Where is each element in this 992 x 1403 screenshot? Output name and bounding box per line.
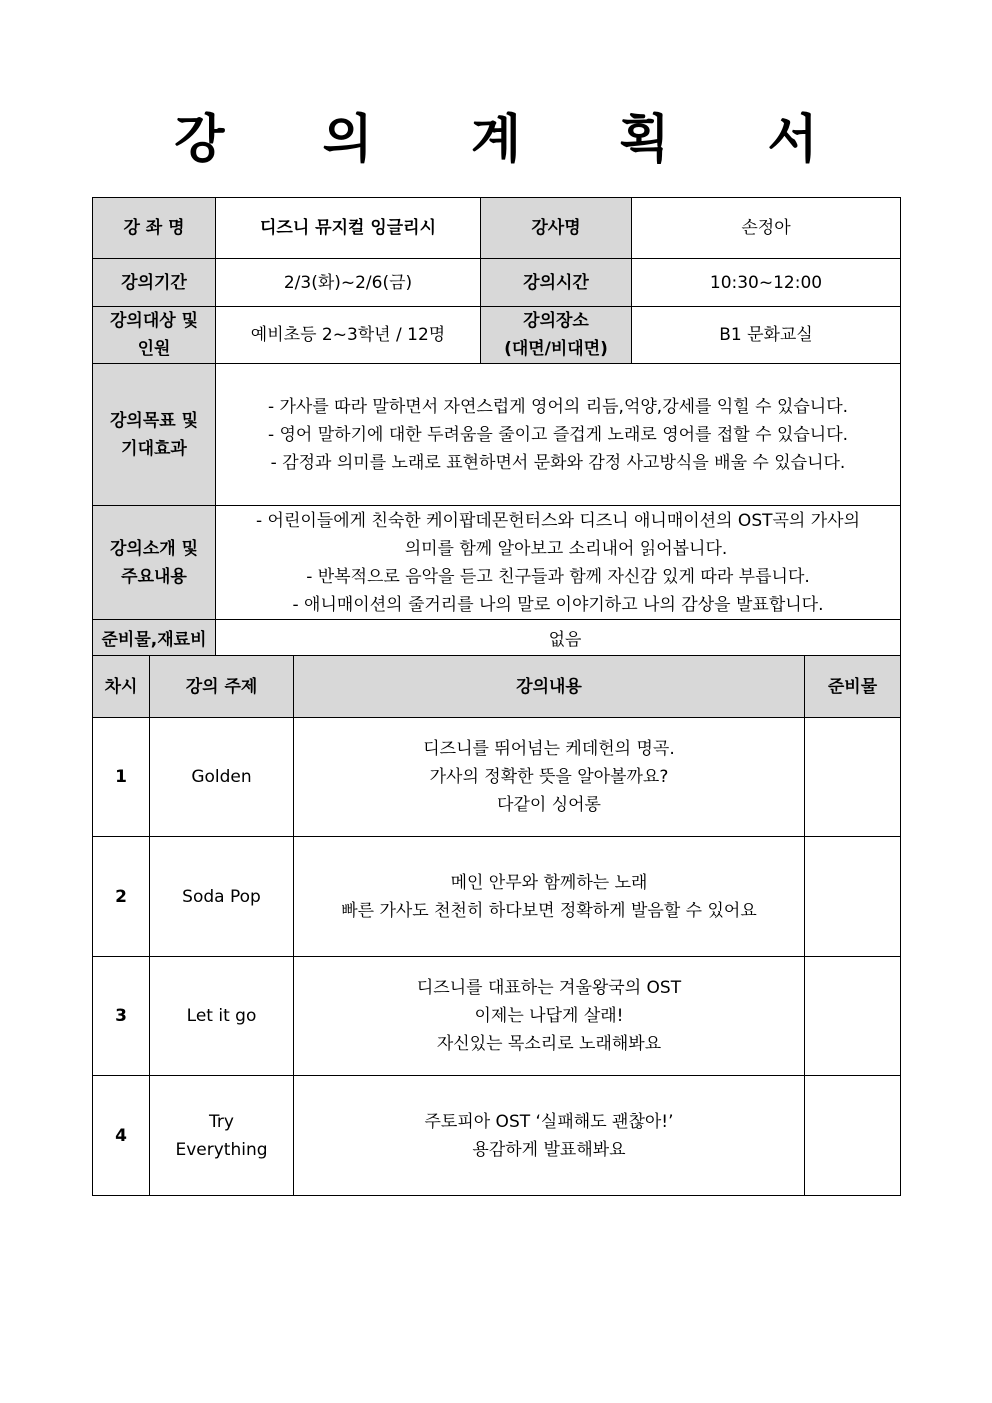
- target-value: 예비초등 2~3학년 / 12명: [216, 307, 481, 364]
- intro-label: [93, 506, 216, 620]
- content-line: 디즈니를 대표하는 겨울왕국의 OST: [416, 978, 682, 998]
- content-line: 메인 안무와 함께하는 노래: [450, 872, 648, 893]
- intro-content: [216, 506, 901, 620]
- header-materials: 준비물: [805, 656, 901, 718]
- content-line: 가사의 정확한 뜻을 알아볼까요?: [429, 767, 669, 787]
- goal-label-line-2: 기대효과: [121, 438, 187, 459]
- period-value: 2/3(화)~2/6(금): [216, 259, 481, 307]
- goal-content: [216, 364, 901, 506]
- time-label: 강의시간: [481, 259, 632, 307]
- content-line: 이제는 나답게 살래!: [474, 1006, 624, 1026]
- target-label: [93, 307, 216, 364]
- intro-line: 의미를 함께 알아보고 소리내어 읽어봅니다.: [404, 538, 728, 559]
- content-line: 디즈니를 뛰어넘는 케데헌의 명곡.: [423, 739, 675, 759]
- content-line: 빠른 가사도 천천히 하다보면 정확하게 발음할 수 있어요: [341, 900, 757, 921]
- topic-line: Everything: [175, 1139, 268, 1160]
- topic-line: Try: [209, 1111, 234, 1132]
- period-label: 강의기간: [93, 259, 216, 307]
- session-topic: [150, 1076, 294, 1196]
- place-label-line-1: 강의장소: [523, 311, 589, 331]
- course-info-table: [92, 197, 901, 660]
- materials-value: 없음: [216, 620, 901, 660]
- session-material: [805, 1076, 901, 1196]
- place-label-line-2: (대면/비대면): [504, 339, 608, 359]
- session-topic: [150, 837, 294, 957]
- intro-line: - 애니매이션의 줄거리를 나의 말로 이야기하고 나의 감상을 발표합니다.: [292, 594, 824, 615]
- materials-label: 준비물,재료비: [93, 620, 216, 660]
- session-number: 3: [93, 957, 150, 1076]
- intro-label-line-2: 주요내용: [121, 566, 187, 587]
- goal-line: - 영어 말하기에 대한 두려움을 줄이고 즐겁게 노래로 영어를 접할 수 있습니다.: [267, 424, 849, 445]
- session-material: [805, 957, 901, 1076]
- target-label-line-1: 강의대상 및: [109, 311, 199, 331]
- session-material: [805, 718, 901, 837]
- intro-label-line-1: 강의소개 및: [109, 538, 199, 559]
- session-number: 4: [93, 1076, 150, 1196]
- content-line: 자신있는 목소리로 노래해봐요: [436, 1034, 662, 1054]
- place-label: [481, 307, 632, 364]
- instructor-label: 강사명: [481, 198, 632, 259]
- header-content: 강의내용: [294, 656, 805, 718]
- goal-line: - 가사를 따라 말하면서 자연스럽게 영어의 리듬,억양,강세를 익힐 수 있습니다.: [267, 396, 849, 417]
- goal-label-line-1: 강의목표 및: [109, 410, 199, 431]
- table-row: [93, 957, 901, 1076]
- session-topic: [150, 957, 294, 1076]
- session-material: [805, 837, 901, 957]
- session-number: 1: [93, 718, 150, 837]
- topic-line: Golden: [191, 767, 252, 787]
- schedule-table: [92, 655, 901, 1196]
- session-content: [294, 837, 805, 957]
- content-line: 주토피아 OST ‘실패해도 괜찮아!’: [424, 1111, 674, 1132]
- course-name-label: 강 좌 명: [93, 198, 216, 259]
- time-value: 10:30~12:00: [632, 259, 901, 307]
- session-content: [294, 718, 805, 837]
- topic-line: Soda Pop: [182, 886, 261, 907]
- session-number: 2: [93, 837, 150, 957]
- course-name-value: 디즈니 뮤지컬 잉글리시: [216, 198, 481, 259]
- session-content: [294, 957, 805, 1076]
- header-session: 차시: [93, 656, 150, 718]
- table-row: [93, 1076, 901, 1196]
- intro-line: - 반복적으로 음악을 듣고 친구들과 함께 자신감 있게 따라 부릅니다.: [306, 566, 810, 587]
- topic-line: Let it go: [186, 1006, 257, 1026]
- place-value: B1 문화교실: [632, 307, 901, 364]
- goal-line: - 감정과 의미를 노래로 표현하면서 문화와 감정 사고방식을 배울 수 있습니다.: [270, 452, 846, 473]
- table-row: [93, 837, 901, 957]
- content-line: 용감하게 발표해봐요: [472, 1139, 626, 1160]
- goal-label: [93, 364, 216, 506]
- content-line: 다같이 싱어롱: [497, 795, 601, 815]
- session-topic: [150, 718, 294, 837]
- intro-line: - 어린이들에게 친숙한 케이팝데몬헌터스와 디즈니 애니매이션의 OST곡의 가사의: [255, 510, 861, 531]
- target-label-line-2: 인원: [137, 339, 171, 359]
- table-row: [93, 718, 901, 837]
- header-topic: 강의 주제: [150, 656, 294, 718]
- page-title: 강 의 계 획 서: [174, 110, 858, 170]
- session-content: [294, 1076, 805, 1196]
- instructor-value: 손정아: [632, 198, 901, 259]
